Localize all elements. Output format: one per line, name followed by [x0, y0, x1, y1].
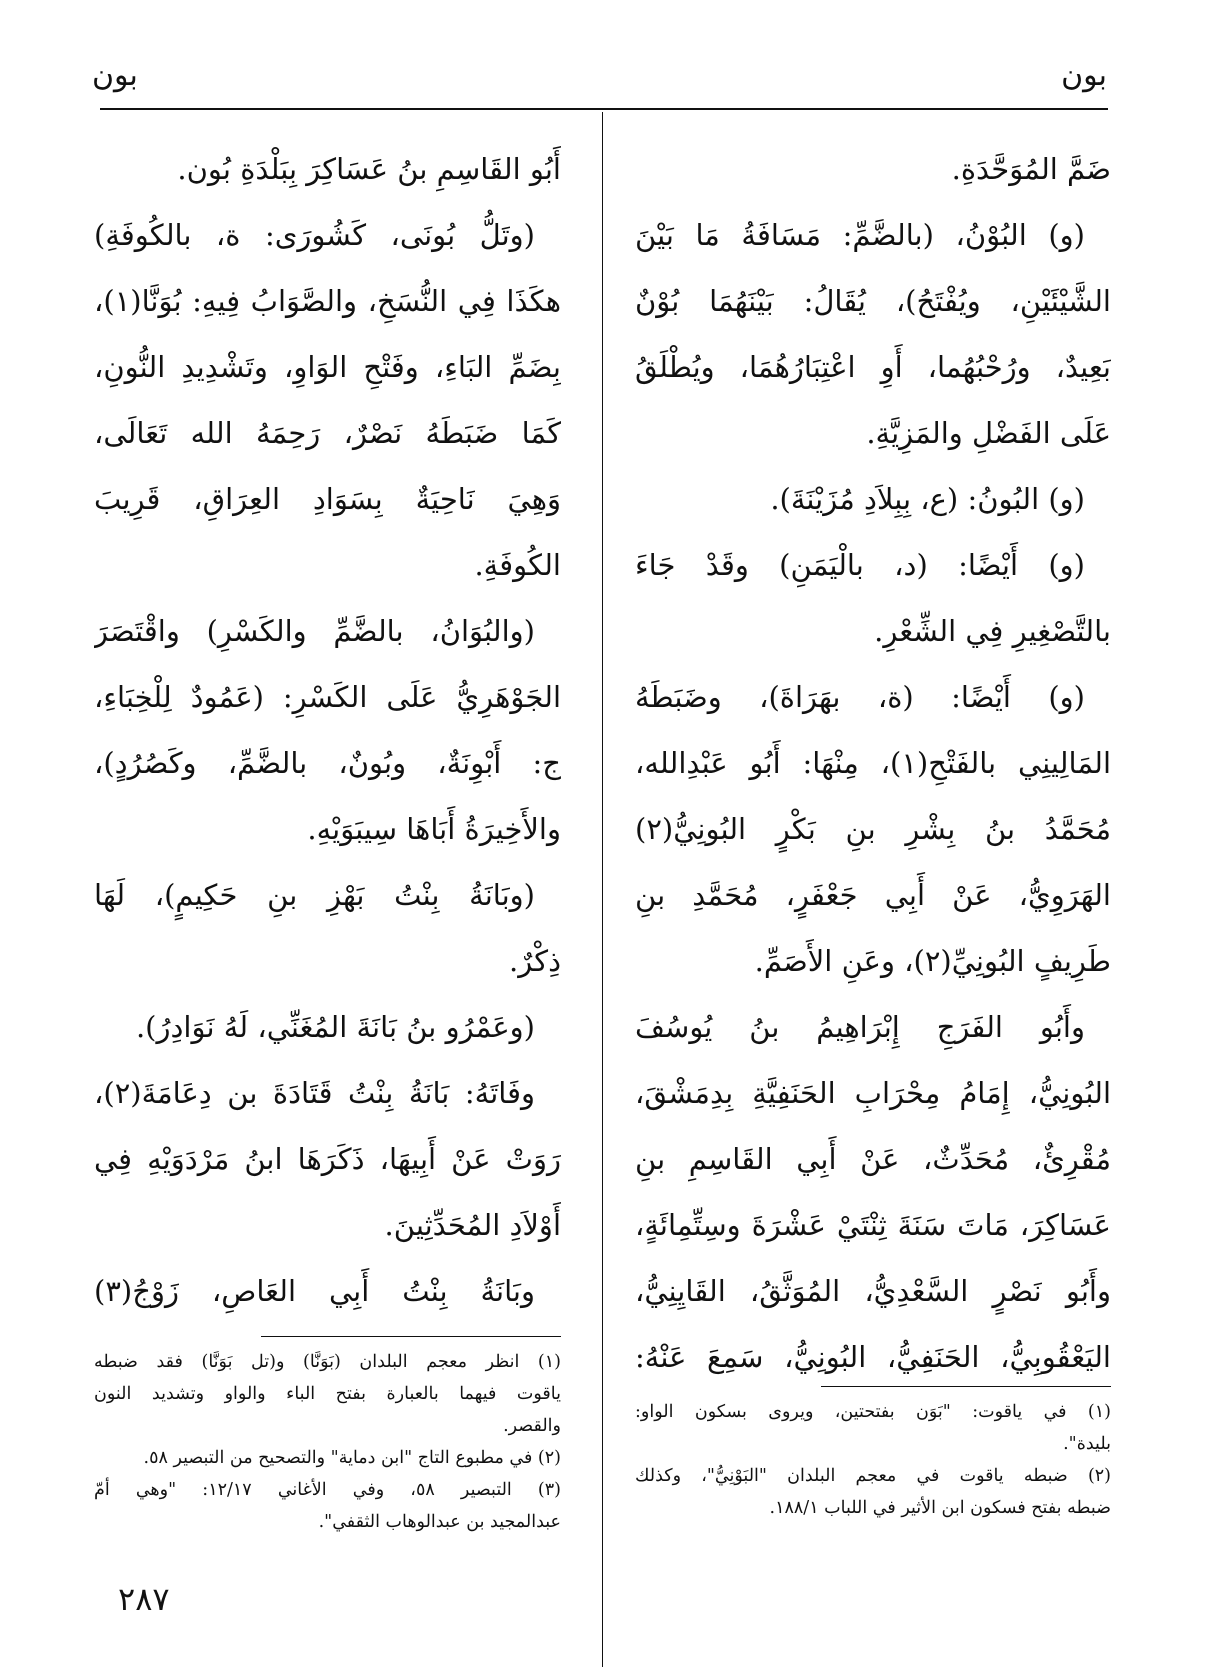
text-line: (و) أَيْضًا: (د، بالْيَمَنِ) وقَدْ جَاءَ [635, 548, 1085, 582]
footnotes-left [94, 1346, 561, 1538]
footnote-rule-left [261, 1336, 561, 1337]
footnote-line: (٢) ضبطه ياقوت في معجم البلدان "البَوْنِيُّ"، وكذلك [635, 1466, 1111, 1486]
page-number: ٢٨٧ [118, 1580, 170, 1618]
text-line: ذِكْرٌ. [509, 944, 561, 978]
footnote-line: (٣) التبصير ٥٨، وفي الأغاني ١٢/١٧: "وهي أمّ [94, 1480, 561, 1500]
text-line: (وتَلُّ بُونَى، كَشُورَى: ة، بالكُوفَةِ) [94, 218, 535, 252]
text-line: أَوْلاَدِ المُحَدِّثِينَ. [384, 1208, 561, 1242]
text-line: (و) البُوْنُ، (بالضَّمِّ: مَسَافَةُ مَا بَيْنَ [635, 218, 1085, 252]
left-column [94, 136, 561, 1324]
text-line: طَرِيفٍ البُونِيِّ(٢)، وعَنِ الأَصَمِّ. [754, 944, 1111, 978]
text-line: (و) البُونُ: (ع، بِبِلاَدِ مُزَيْنَةَ). [770, 482, 1085, 516]
footnote-line: (٢) في مطبوع التاج "ابن دماية" والتصحيح من التبصير ٥٨. [143, 1448, 561, 1468]
text-line: بَعِيدٌ، ورُحْبُهُما، أَوِ اعْتِبَارُهُمَا، ويُطْلَقُ [635, 350, 1111, 384]
text-line: والأَخِيرَةُ أَبَاهَا سِيبَوَيْهِ. [307, 812, 561, 846]
text-line: مُقْرِئٌ، مُحَدِّثٌ، عَنْ أَبِي القَاسِمِ بنِ [635, 1142, 1111, 1176]
text-line: بالتَّصْغِيرِ فِي الشِّعْرِ. [874, 614, 1111, 648]
header-word-right: بون [1061, 58, 1107, 93]
text-line: وبَانَةُ بِنْتُ أَبِي العَاصِ، زَوْجُ(٣) [94, 1274, 535, 1308]
text-line: المَالِينِي بالفَتْحِ(١)، مِنْهَا: أَبُو عَبْدِالله، [635, 746, 1111, 780]
text-line: (وعَمْرُو بنُ بَانَةَ المُغَنِّي، لَهُ نَوَادِرُ). [135, 1010, 535, 1044]
footnote-line: ياقوت فيهما بالعبارة بفتح الباء والواو وتشديد النون [94, 1384, 561, 1404]
text-line: هكَذَا فِي النُّسَخِ، والصَّوَابُ فِيهِ: بُوَنَّا(١)، [94, 284, 561, 318]
text-line: اليَعْقُوبِيُّ، الحَنَفِيُّ، البُونِيُّ، سَمِعَ عَنْهُ: [635, 1340, 1111, 1374]
text-line: الكُوفَةِ. [474, 548, 561, 582]
text-line: وفَاتَهُ: بَانَةُ بِنْتُ قَتَادَةَ بن دِعَامَةَ(٢)، [94, 1076, 535, 1110]
footnote-line: والقصر. [503, 1416, 561, 1436]
header-word-left: بون [92, 58, 138, 93]
footnotes-right [635, 1396, 1111, 1524]
footnote-line: بليدة". [1063, 1434, 1111, 1454]
text-line: الهَرَوِيُّ، عَنْ أَبِي جَعْفَرٍ، مُحَمَّدِ بنِ [635, 878, 1111, 912]
text-line: مُحَمَّدُ بنُ بِشْرِ بنِ بَكْرٍ البُونِيُّ(٢) [635, 812, 1111, 846]
footnote-rule-right [821, 1386, 1111, 1387]
text-line: وَهِيَ نَاحِيَةٌ بِسَوَادِ العِرَاقِ، قَرِيبَ [94, 482, 561, 516]
column-divider [602, 112, 603, 1667]
right-column [635, 136, 1111, 1390]
text-line: الجَوْهَرِيُّ عَلَى الكَسْرِ: (عَمُودٌ لِلْخِبَاءِ، [94, 680, 561, 714]
text-line: بِضَمِّ البَاءِ، وفَتْحِ الوَاوِ، وتَشْدِيدِ النُّونِ، [94, 350, 561, 384]
text-line: وأَبُو نَصْرٍ السَّعْدِيُّ، المُوَثَّقُ، القَايِنِيُّ، [635, 1274, 1111, 1308]
header-rule [100, 108, 1108, 110]
text-line: (وبَانَةُ بِنْتُ بَهْزِ بنِ حَكِيمٍ)، لَهَا [94, 878, 535, 912]
text-line: عَسَاكِرَ، مَاتَ سَنَةَ ثِنْتَيْ عَشْرَةَ وسِتِّمِائَةٍ، [635, 1208, 1111, 1242]
text-line: وأَبُو الفَرَجِ إِبْرَاهِيمُ بنُ يُوسُفَ [635, 1010, 1085, 1044]
text-line: عَلَى الفَضْلِ والمَزِيَّةِ. [866, 416, 1111, 450]
text-line: رَوَتْ عَنْ أَبِيهَا، ذَكَرَهَا ابنُ مَرْدَوَيْهِ فِي [94, 1142, 561, 1176]
text-line: ج: أَبْوِنَةٌ، وبُونٌ، بالضَّمِّ، وكَصُرُدٍ)، [94, 746, 561, 780]
text-line: أَبُو القَاسِمِ بنُ عَسَاكِرَ بِبَلْدَةِ بُون. [177, 152, 561, 186]
text-line: الشَّيْئَيْنِ، ويُفْتَحُ)، يُقَالُ: بَيْنَهُمَا بُوْنٌ [635, 284, 1111, 318]
text-line: (والبُوَانُ، بالضَّمِّ والكَسْرِ) واقْتَصَرَ [94, 614, 535, 648]
footnote-line: ضبطه بفتح فسكون ابن الأثير في اللباب ١٨٨/١. [769, 1498, 1111, 1518]
text-line: ضَمَّ المُوَحَّدَةِ. [951, 152, 1111, 186]
footnote-line: (١) في ياقوت: "بَوَن بفتحتين، ويروى بسكون الواو: [635, 1402, 1111, 1422]
footnote-line: (١) انظر معجم البلدان (بَوَنَّا) و(تل بَوَنَّا) فقد ضبطه [94, 1352, 561, 1372]
footnote-line: عبدالمجيد بن عبدالوهاب الثقفي". [318, 1512, 561, 1532]
text-line: البُونِيُّ، إِمَامُ مِحْرَابِ الحَنَفِيَّةِ بِدِمَشْقَ، [635, 1076, 1111, 1110]
text-line: كَمَا ضَبَطَهُ نَصْرٌ، رَحِمَهُ الله تَعَالَى، [94, 416, 561, 450]
text-line: (و) أَيْضًا: (ة، بهَرَاةَ)، وضَبَطَهُ [635, 680, 1085, 714]
